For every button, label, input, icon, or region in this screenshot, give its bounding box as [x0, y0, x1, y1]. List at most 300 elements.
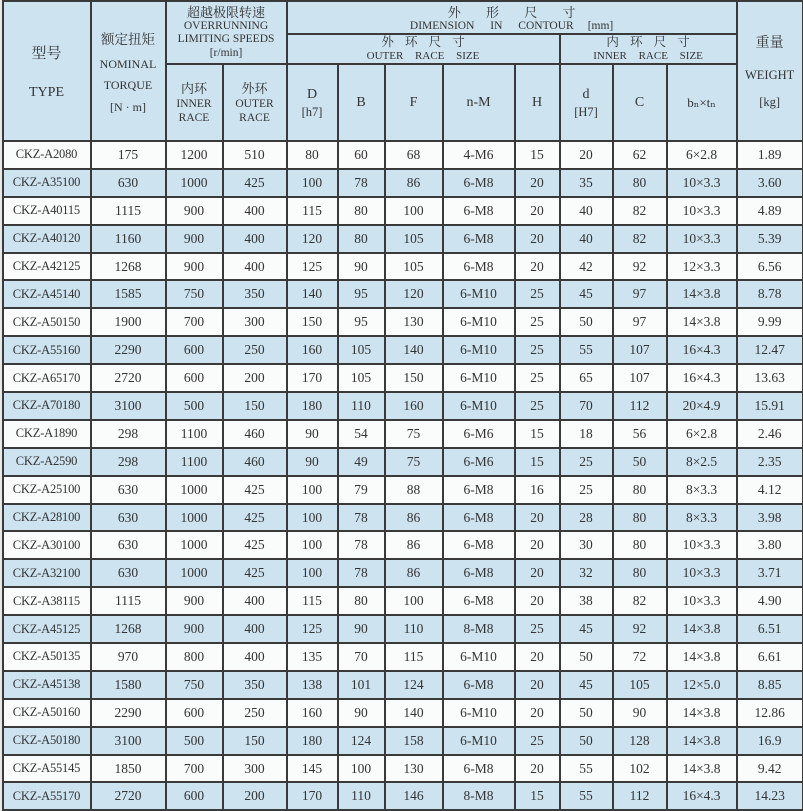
cell-d: 28 [560, 504, 613, 532]
header-col-bt [667, 64, 737, 141]
cell-d: 45 [560, 671, 613, 699]
table-row [3, 225, 803, 253]
cell-nominal_torque: 1115 [91, 587, 166, 615]
cell-H: 25 [515, 336, 560, 364]
cell-F: 115 [385, 643, 443, 671]
cell-D: 150 [287, 308, 338, 336]
cell-model: CKZ-A38115 [3, 587, 91, 615]
header-speeds-en1: OVERRUNNING [167, 20, 286, 34]
cell-weight: 13.63 [737, 364, 803, 392]
cell-outer_race_speed: 150 [223, 727, 287, 755]
cell-D: 138 [287, 671, 338, 699]
cell-nominal_torque: 3100 [91, 727, 166, 755]
cell-F: 75 [385, 420, 443, 448]
cell-H: 20 [515, 253, 560, 281]
cell-F: 130 [385, 308, 443, 336]
cell-d: 35 [560, 169, 613, 197]
cell-weight: 3.98 [737, 504, 803, 532]
cell-D: 170 [287, 364, 338, 392]
cell-bn_x_tn: 14×3.8 [667, 308, 737, 336]
table-row [3, 197, 803, 225]
cell-weight: 6.56 [737, 253, 803, 281]
header-col-bt-symbol: bₙ×tₙ [668, 93, 736, 112]
cell-bn_x_tn: 6×2.8 [667, 141, 737, 169]
cell-d: 50 [560, 699, 613, 727]
cell-model: CKZ-A45138 [3, 671, 91, 699]
cell-outer_race_speed: 150 [223, 392, 287, 420]
cell-n-M: 4-M6 [443, 141, 515, 169]
cell-nominal_torque: 175 [91, 141, 166, 169]
cell-D: 100 [287, 504, 338, 532]
cell-bn_x_tn: 16×4.3 [667, 336, 737, 364]
table-row [3, 587, 803, 615]
header-outer-race-zh: 外环 [224, 80, 286, 97]
cell-C: 105 [613, 671, 667, 699]
header-outer-race-en1: OUTER [224, 97, 286, 111]
cell-F: 75 [385, 448, 443, 476]
cell-outer_race_speed: 425 [223, 476, 287, 504]
table-row [3, 671, 803, 699]
cell-H: 20 [515, 531, 560, 559]
header-col-nM [443, 64, 515, 141]
cell-outer_race_speed: 200 [223, 782, 287, 810]
cell-outer_race_speed: 425 [223, 559, 287, 587]
cell-outer_race_speed: 300 [223, 755, 287, 783]
header-outer-race-speed [223, 64, 287, 141]
cell-nominal_torque: 2720 [91, 364, 166, 392]
cell-B: 95 [338, 280, 385, 308]
cell-model: CKZ-A45125 [3, 615, 91, 643]
cell-n-M: 6-M10 [443, 336, 515, 364]
cell-D: 135 [287, 643, 338, 671]
cell-C: 62 [613, 141, 667, 169]
cell-model: CKZ-A2080 [3, 141, 91, 169]
cell-C: 80 [613, 169, 667, 197]
cell-D: 115 [287, 197, 338, 225]
cell-H: 20 [515, 225, 560, 253]
cell-d: 40 [560, 225, 613, 253]
cell-weight: 14.23 [737, 782, 803, 810]
table-row [3, 169, 803, 197]
cell-F: 86 [385, 559, 443, 587]
cell-F: 86 [385, 169, 443, 197]
cell-model: CKZ-A28100 [3, 504, 91, 532]
header-speeds-unit: [r/min] [167, 47, 286, 61]
header-inner-race-en1: INNER [167, 97, 222, 111]
cell-model: CKZ-A70180 [3, 392, 91, 420]
cell-n-M: 6-M10 [443, 364, 515, 392]
cell-nominal_torque: 630 [91, 531, 166, 559]
cell-weight: 3.80 [737, 531, 803, 559]
header-inner-size-en: INNER RACE SIZE [561, 50, 736, 63]
cell-F: 140 [385, 336, 443, 364]
cell-D: 120 [287, 225, 338, 253]
cell-D: 160 [287, 699, 338, 727]
table-row [3, 392, 803, 420]
header-col-H-symbol: H [516, 93, 559, 112]
cell-bn_x_tn: 16×4.3 [667, 782, 737, 810]
header-type-zh: 型号 [4, 42, 90, 63]
cell-B: 78 [338, 559, 385, 587]
cell-nominal_torque: 1115 [91, 197, 166, 225]
cell-H: 20 [515, 699, 560, 727]
cell-B: 90 [338, 699, 385, 727]
cell-outer_race_speed: 250 [223, 336, 287, 364]
cell-weight: 4.12 [737, 476, 803, 504]
cell-B: 80 [338, 587, 385, 615]
cell-model: CKZ-A40120 [3, 225, 91, 253]
cell-bn_x_tn: 10×3.3 [667, 225, 737, 253]
cell-nominal_torque: 2290 [91, 336, 166, 364]
cell-H: 15 [515, 141, 560, 169]
cell-inner_race_speed: 1000 [166, 169, 223, 197]
header-overrunning-speeds [166, 1, 287, 64]
header-type [3, 1, 91, 141]
table-row [3, 420, 803, 448]
cell-bn_x_tn: 10×3.3 [667, 559, 737, 587]
header-col-D [287, 64, 338, 141]
cell-H: 15 [515, 782, 560, 810]
header-dimension-unit: [mm] [588, 20, 614, 32]
cell-D: 115 [287, 587, 338, 615]
cell-weight: 3.71 [737, 559, 803, 587]
cell-d: 20 [560, 141, 613, 169]
cell-H: 25 [515, 615, 560, 643]
cell-n-M: 6-M10 [443, 308, 515, 336]
table-row [3, 727, 803, 755]
cell-d: 40 [560, 197, 613, 225]
header-col-F-symbol: F [386, 93, 442, 112]
cell-model: CKZ-A30100 [3, 531, 91, 559]
cell-B: 54 [338, 420, 385, 448]
cell-D: 90 [287, 448, 338, 476]
cell-n-M: 6-M8 [443, 671, 515, 699]
cell-bn_x_tn: 14×3.8 [667, 615, 737, 643]
cell-B: 78 [338, 169, 385, 197]
cell-d: 38 [560, 587, 613, 615]
cell-inner_race_speed: 700 [166, 308, 223, 336]
cell-nominal_torque: 630 [91, 476, 166, 504]
cell-F: 105 [385, 253, 443, 281]
cell-weight: 8.78 [737, 280, 803, 308]
cell-H: 25 [515, 392, 560, 420]
cell-B: 78 [338, 504, 385, 532]
cell-F: 88 [385, 476, 443, 504]
table-row [3, 253, 803, 281]
header-speeds-zh: 超越极限转速 [167, 5, 286, 20]
table-row [3, 699, 803, 727]
cell-D: 90 [287, 420, 338, 448]
header-outer-race-en2: RACE [224, 111, 286, 125]
cell-H: 20 [515, 559, 560, 587]
cell-inner_race_speed: 600 [166, 336, 223, 364]
cell-d: 18 [560, 420, 613, 448]
cell-H: 20 [515, 643, 560, 671]
cell-inner_race_speed: 1200 [166, 141, 223, 169]
cell-d: 25 [560, 448, 613, 476]
cell-weight: 15.91 [737, 392, 803, 420]
cell-C: 112 [613, 782, 667, 810]
cell-weight: 4.89 [737, 197, 803, 225]
cell-H: 20 [515, 671, 560, 699]
cell-n-M: 6-M10 [443, 280, 515, 308]
header-col-nM-symbol: n-M [444, 93, 514, 112]
cell-model: CKZ-A1890 [3, 420, 91, 448]
cell-n-M: 6-M6 [443, 420, 515, 448]
cell-H: 20 [515, 755, 560, 783]
cell-D: 145 [287, 755, 338, 783]
cell-d: 45 [560, 280, 613, 308]
cell-d: 55 [560, 755, 613, 783]
cell-inner_race_speed: 700 [166, 755, 223, 783]
cell-weight: 6.51 [737, 615, 803, 643]
header-inner-size-zh: 内 环 尺 寸 [561, 35, 736, 50]
cell-model: CKZ-A55170 [3, 782, 91, 810]
cell-weight: 3.60 [737, 169, 803, 197]
cell-nominal_torque: 1900 [91, 308, 166, 336]
cell-outer_race_speed: 400 [223, 253, 287, 281]
table-row [3, 782, 803, 810]
cell-weight: 2.35 [737, 448, 803, 476]
cell-bn_x_tn: 20×4.9 [667, 392, 737, 420]
cell-n-M: 8-M8 [443, 615, 515, 643]
cell-bn_x_tn: 10×3.3 [667, 169, 737, 197]
cell-outer_race_speed: 250 [223, 699, 287, 727]
cell-n-M: 6-M8 [443, 253, 515, 281]
cell-model: CKZ-A25100 [3, 476, 91, 504]
cell-outer_race_speed: 400 [223, 225, 287, 253]
header-nominal-torque [91, 1, 166, 141]
cell-H: 25 [515, 364, 560, 392]
cell-d: 50 [560, 308, 613, 336]
cell-inner_race_speed: 900 [166, 197, 223, 225]
header-inner-race-zh: 内环 [167, 80, 222, 97]
cell-H: 20 [515, 197, 560, 225]
cell-weight: 9.99 [737, 308, 803, 336]
cell-inner_race_speed: 900 [166, 225, 223, 253]
cell-C: 80 [613, 504, 667, 532]
cell-B: 100 [338, 755, 385, 783]
cell-nominal_torque: 1580 [91, 671, 166, 699]
cell-C: 92 [613, 615, 667, 643]
table-body [3, 141, 803, 810]
header-outer-size-en: OUTER RACE SIZE [288, 50, 559, 63]
cell-B: 70 [338, 643, 385, 671]
cell-C: 82 [613, 197, 667, 225]
table-header [3, 1, 803, 141]
cell-bn_x_tn: 8×3.3 [667, 476, 737, 504]
cell-n-M: 6-M10 [443, 727, 515, 755]
cell-n-M: 6-M8 [443, 559, 515, 587]
cell-inner_race_speed: 1000 [166, 476, 223, 504]
header-dimension-en-line [288, 20, 736, 33]
cell-H: 25 [515, 308, 560, 336]
cell-n-M: 6-M8 [443, 225, 515, 253]
cell-F: 86 [385, 504, 443, 532]
cell-d: 32 [560, 559, 613, 587]
table-row [3, 559, 803, 587]
cell-nominal_torque: 1850 [91, 755, 166, 783]
cell-H: 20 [515, 504, 560, 532]
cell-F: 110 [385, 615, 443, 643]
header-inner-race-en2: RACE [167, 111, 222, 125]
cell-C: 82 [613, 225, 667, 253]
cell-weight: 12.47 [737, 336, 803, 364]
cell-F: 68 [385, 141, 443, 169]
cell-H: 15 [515, 420, 560, 448]
cell-nominal_torque: 630 [91, 559, 166, 587]
cell-inner_race_speed: 1100 [166, 420, 223, 448]
cell-n-M: 6-M8 [443, 197, 515, 225]
cell-n-M: 6-M6 [443, 448, 515, 476]
header-col-F [385, 64, 443, 141]
header-weight-zh: 重量 [738, 32, 802, 52]
cell-F: 158 [385, 727, 443, 755]
header-col-C-symbol: C [614, 93, 666, 112]
cell-inner_race_speed: 500 [166, 727, 223, 755]
catalog-page [2, 0, 802, 762]
cell-d: 50 [560, 643, 613, 671]
cell-H: 25 [515, 280, 560, 308]
cell-B: 90 [338, 615, 385, 643]
header-torque-en1: NOMINAL [92, 57, 165, 72]
cell-model: CKZ-A55145 [3, 755, 91, 783]
header-col-D-symbol: D [288, 85, 337, 104]
cell-d: 70 [560, 392, 613, 420]
cell-weight: 4.90 [737, 587, 803, 615]
table-row [3, 643, 803, 671]
table-row [3, 448, 803, 476]
header-col-B-symbol: B [339, 93, 384, 112]
cell-outer_race_speed: 425 [223, 531, 287, 559]
cell-d: 42 [560, 253, 613, 281]
cell-outer_race_speed: 460 [223, 420, 287, 448]
cell-C: 97 [613, 280, 667, 308]
cell-F: 86 [385, 531, 443, 559]
cell-C: 92 [613, 253, 667, 281]
header-col-B [338, 64, 385, 141]
cell-nominal_torque: 2290 [91, 699, 166, 727]
cell-B: 110 [338, 392, 385, 420]
cell-outer_race_speed: 400 [223, 615, 287, 643]
cell-weight: 5.39 [737, 225, 803, 253]
cell-B: 78 [338, 531, 385, 559]
cell-d: 50 [560, 727, 613, 755]
cell-outer_race_speed: 200 [223, 364, 287, 392]
cell-bn_x_tn: 12×5.0 [667, 671, 737, 699]
cell-nominal_torque: 1268 [91, 253, 166, 281]
cell-C: 112 [613, 392, 667, 420]
cell-d: 65 [560, 364, 613, 392]
cell-bn_x_tn: 14×3.8 [667, 280, 737, 308]
cell-model: CKZ-A2590 [3, 448, 91, 476]
header-torque-unit: [N · m] [92, 100, 165, 115]
header-col-D-tolerance: [h7] [288, 104, 337, 121]
cell-outer_race_speed: 425 [223, 169, 287, 197]
cell-d: 45 [560, 615, 613, 643]
cell-B: 49 [338, 448, 385, 476]
cell-model: CKZ-A50135 [3, 643, 91, 671]
cell-B: 101 [338, 671, 385, 699]
cell-F: 130 [385, 755, 443, 783]
cell-outer_race_speed: 400 [223, 587, 287, 615]
cell-C: 107 [613, 364, 667, 392]
cell-weight: 1.89 [737, 141, 803, 169]
cell-inner_race_speed: 500 [166, 392, 223, 420]
cell-outer_race_speed: 350 [223, 671, 287, 699]
cell-inner_race_speed: 900 [166, 587, 223, 615]
header-inner-race-size-group [560, 34, 737, 64]
cell-D: 100 [287, 169, 338, 197]
cell-F: 124 [385, 671, 443, 699]
cell-d: 55 [560, 336, 613, 364]
header-weight-unit: [kg] [738, 95, 802, 110]
header-outer-race-size-group [287, 34, 560, 64]
cell-B: 80 [338, 225, 385, 253]
cell-nominal_torque: 630 [91, 169, 166, 197]
cell-F: 160 [385, 392, 443, 420]
cell-F: 146 [385, 782, 443, 810]
cell-n-M: 6-M10 [443, 643, 515, 671]
cell-n-M: 6-M8 [443, 169, 515, 197]
cell-B: 79 [338, 476, 385, 504]
cell-F: 100 [385, 197, 443, 225]
cell-weight: 6.61 [737, 643, 803, 671]
cell-inner_race_speed: 750 [166, 280, 223, 308]
cell-outer_race_speed: 510 [223, 141, 287, 169]
cell-C: 80 [613, 531, 667, 559]
cell-C: 107 [613, 336, 667, 364]
cell-B: 105 [338, 336, 385, 364]
table-row [3, 531, 803, 559]
cell-d: 30 [560, 531, 613, 559]
cell-bn_x_tn: 14×3.8 [667, 755, 737, 783]
cell-F: 100 [385, 587, 443, 615]
cell-model: CKZ-A50150 [3, 308, 91, 336]
cell-bn_x_tn: 10×3.3 [667, 531, 737, 559]
header-dimension-en: DIMENSION IN CONTOUR [410, 20, 574, 32]
cell-bn_x_tn: 10×3.3 [667, 197, 737, 225]
header-col-C [613, 64, 667, 141]
header-col-d-symbol: d [561, 85, 612, 104]
cell-inner_race_speed: 600 [166, 782, 223, 810]
cell-D: 180 [287, 392, 338, 420]
cell-model: CKZ-A35100 [3, 169, 91, 197]
cell-nominal_torque: 3100 [91, 392, 166, 420]
header-col-H [515, 64, 560, 141]
cell-inner_race_speed: 750 [166, 671, 223, 699]
cell-inner_race_speed: 900 [166, 615, 223, 643]
cell-model: CKZ-A32100 [3, 559, 91, 587]
cell-B: 124 [338, 727, 385, 755]
cell-D: 125 [287, 615, 338, 643]
cell-B: 80 [338, 197, 385, 225]
cell-D: 125 [287, 253, 338, 281]
cell-n-M: 6-M8 [443, 531, 515, 559]
cell-outer_race_speed: 460 [223, 448, 287, 476]
cell-outer_race_speed: 300 [223, 308, 287, 336]
cell-B: 60 [338, 141, 385, 169]
cell-bn_x_tn: 14×3.8 [667, 727, 737, 755]
header-torque-en2: TORQUE [92, 78, 165, 93]
cell-B: 90 [338, 253, 385, 281]
cell-n-M: 6-M8 [443, 755, 515, 783]
cell-bn_x_tn: 8×3.3 [667, 504, 737, 532]
cell-weight: 16.9 [737, 727, 803, 755]
table-row [3, 280, 803, 308]
header-col-d [560, 64, 613, 141]
table-row [3, 141, 803, 169]
